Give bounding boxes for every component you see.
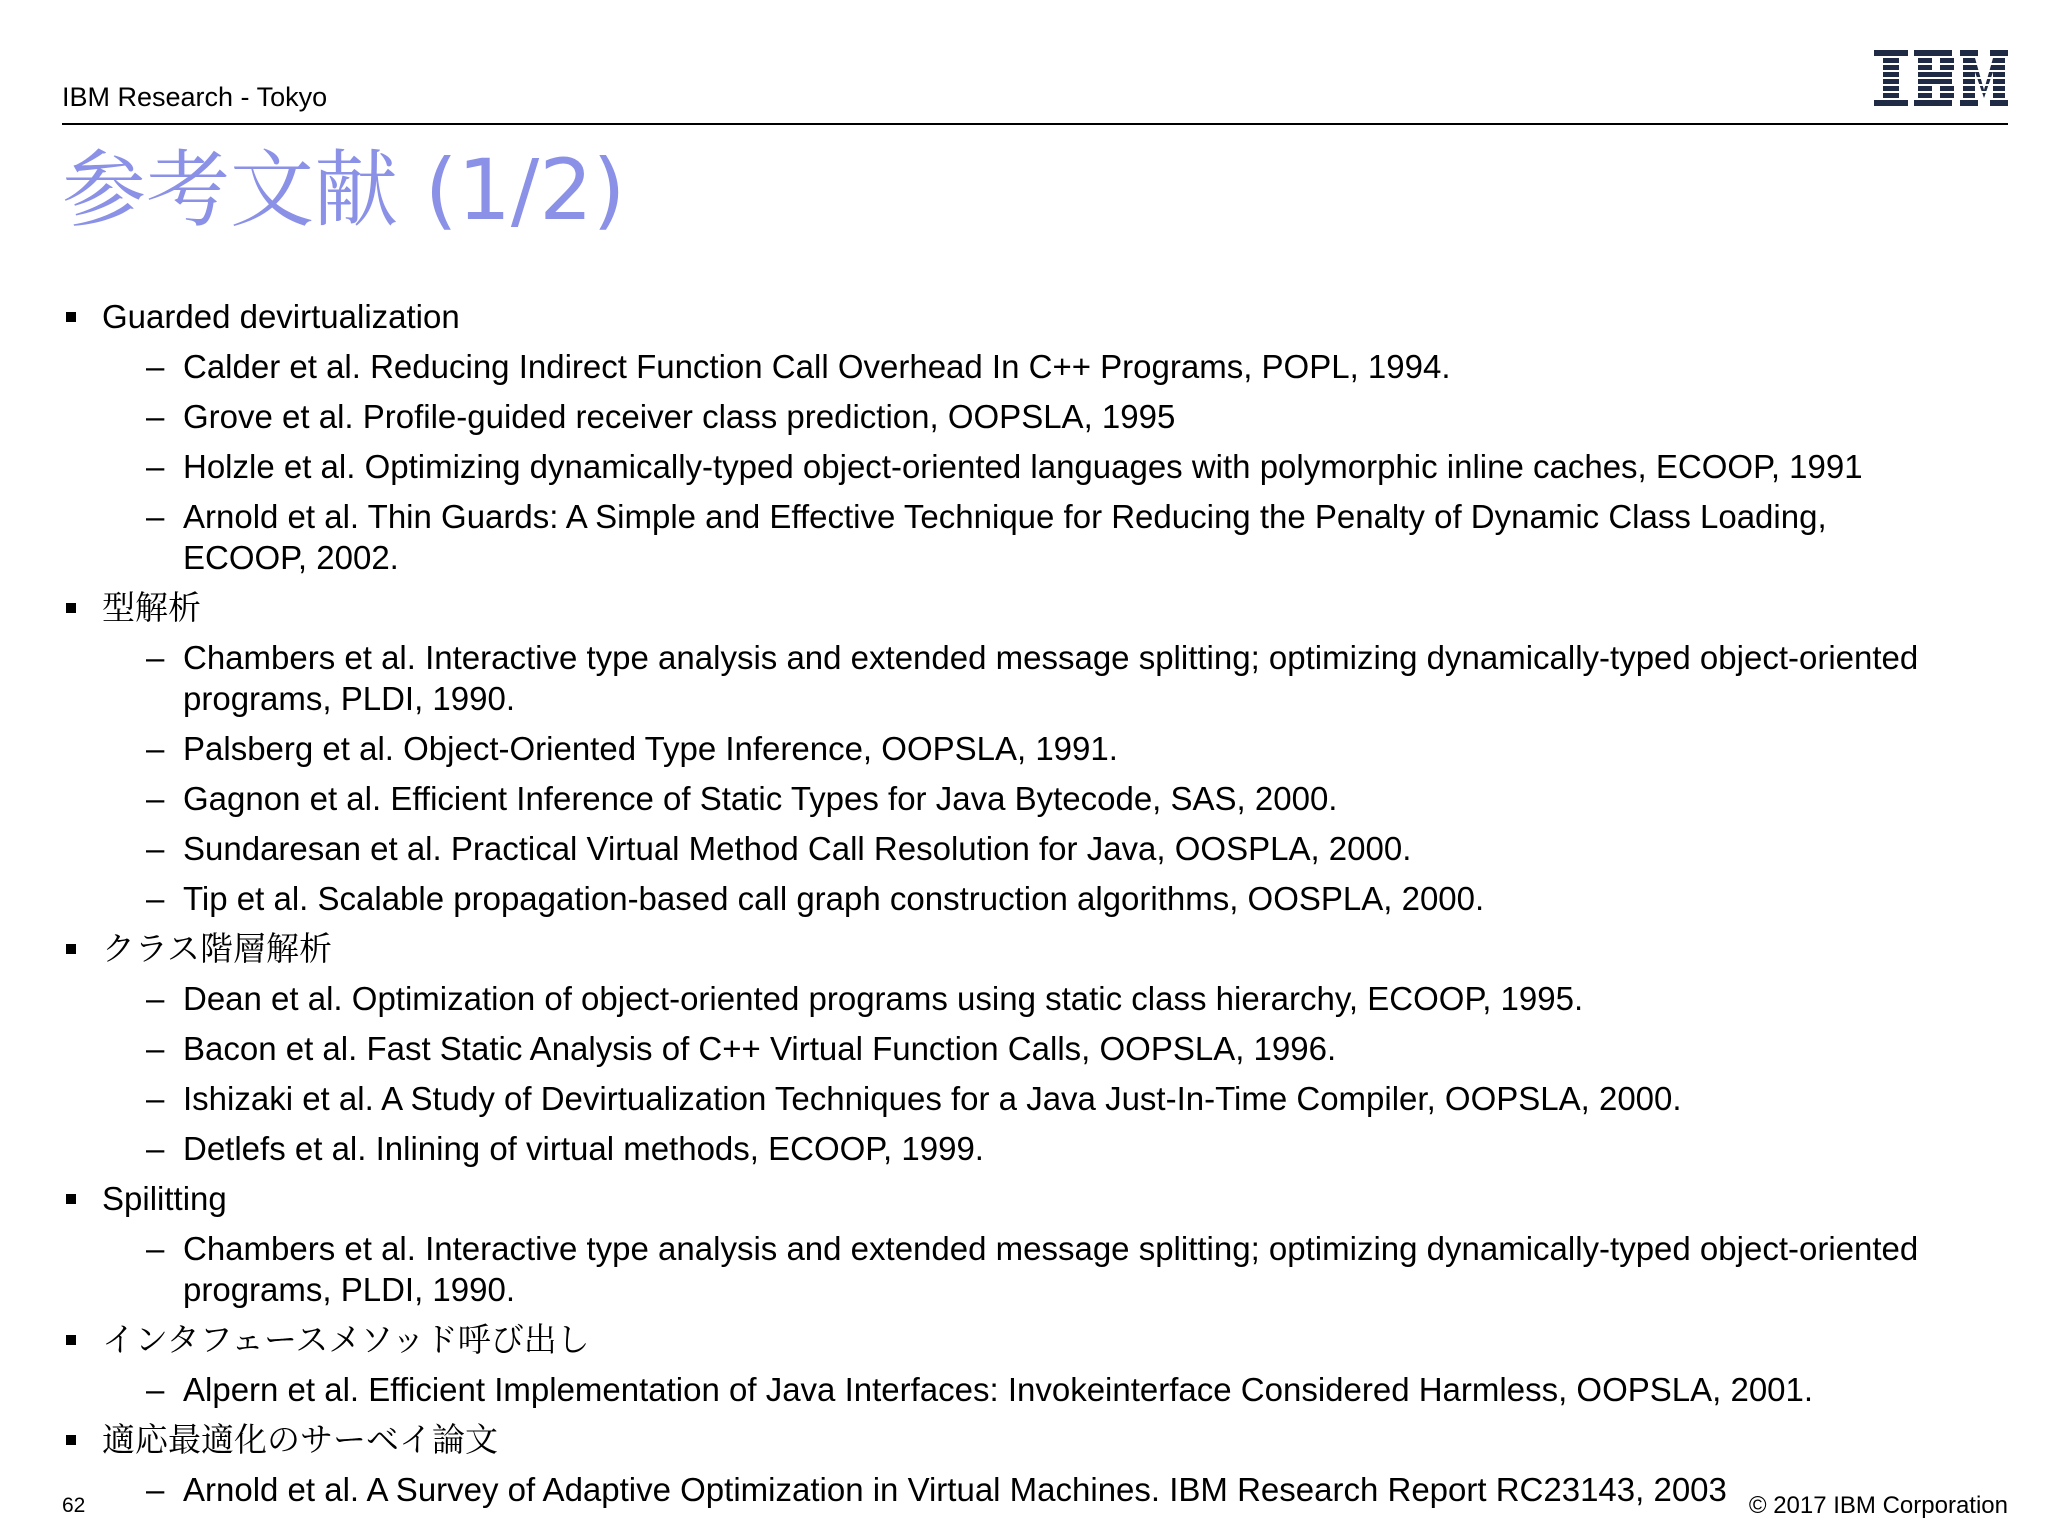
dash-bullet-icon: – <box>146 348 165 385</box>
section-guarded-devirtualization <box>62 292 1962 583</box>
section-heading-text: インタフェースメソッド呼び出し <box>102 1321 590 1358</box>
reference-item <box>62 1365 1951 1415</box>
reference-item <box>62 633 1951 724</box>
reference-content <box>62 292 1962 1515</box>
reference-item <box>62 724 1951 774</box>
reference-text: Gagnon et al. Efficient Inference of Static Types for Java Bytecode, SAS, 2000. <box>183 780 1338 817</box>
dash-bullet-icon: – <box>146 1230 165 1267</box>
dash-bullet-icon: – <box>146 830 165 867</box>
reference-text: Chambers et al. Interactive type analysis and extended message splitting; optimizing dynamically-typed object-oriented programs, PLDI, 1990. <box>183 1230 1919 1308</box>
dash-bullet-icon: – <box>146 1371 165 1408</box>
reference-list <box>62 1465 1962 1515</box>
section-heading-text: クラス階層解析 <box>102 930 333 967</box>
dash-bullet-icon: – <box>146 639 165 676</box>
header-org: IBM Research - Tokyo <box>62 82 328 112</box>
reference-text: Arnold et al. Thin Guards: A Simple and Effective Technique for Reducing the Penalty of Dynamic Class Loading, ECOOP, 2002. <box>183 498 1827 576</box>
reference-text: Dean et al. Optimization of object-oriented programs using static class hierarchy, ECOOP, 1995. <box>183 980 1584 1017</box>
reference-item <box>62 1465 1951 1515</box>
section-heading <box>62 1315 1962 1365</box>
section-heading-text: 型解析 <box>102 589 201 626</box>
ibm-logo-icon <box>1874 50 2008 106</box>
reference-item <box>62 824 1951 874</box>
square-bullet-icon <box>66 1194 76 1204</box>
square-bullet-icon <box>66 1335 76 1345</box>
reference-text: Sundaresan et al. Practical Virtual Method Call Resolution for Java, OOSPLA, 2000. <box>183 830 1412 867</box>
reference-item <box>62 1024 1951 1074</box>
section-class-hierarchy-analysis <box>62 924 1962 1174</box>
dash-bullet-icon: – <box>146 448 165 485</box>
dash-bullet-icon: – <box>146 730 165 767</box>
reference-text: Calder et al. Reducing Indirect Function Call Overhead In C++ Programs, POPL, 1994. <box>183 348 1451 385</box>
dash-bullet-icon: – <box>146 980 165 1017</box>
reference-text: Detlefs et al. Inlining of virtual methods, ECOOP, 1999. <box>183 1130 984 1167</box>
dash-bullet-icon: – <box>146 1030 165 1067</box>
dash-bullet-icon: – <box>146 398 165 435</box>
section-type-analysis <box>62 583 1962 924</box>
section-interface-method-call <box>62 1315 1962 1415</box>
reference-item <box>62 392 1951 442</box>
header-divider <box>62 123 2008 125</box>
reference-text: Grove et al. Profile-guided receiver class prediction, OOPSLA, 1995 <box>183 398 1176 435</box>
reference-list <box>62 974 1962 1174</box>
reference-item <box>62 492 1951 583</box>
dash-bullet-icon: – <box>146 1080 165 1117</box>
reference-item <box>62 1074 1951 1124</box>
square-bullet-icon <box>66 1435 76 1445</box>
reference-list <box>62 633 1962 924</box>
section-heading-text: Guarded devirtualization <box>102 298 460 335</box>
reference-text: Bacon et al. Fast Static Analysis of C++ Virtual Function Calls, OOPSLA, 1996. <box>183 1030 1337 1067</box>
reference-text: Arnold et al. A Survey of Adaptive Optimization in Virtual Machines. IBM Research Report RC23143, 2003 <box>183 1471 1727 1508</box>
section-heading-text: Spilitting <box>102 1180 227 1217</box>
reference-item <box>62 1124 1951 1174</box>
reference-text: Holzle et al. Optimizing dynamically-typed object-oriented languages with polymorphic inline caches, ECOOP, 1991 <box>183 448 1863 485</box>
section-adaptive-optimization-survey <box>62 1415 1962 1515</box>
page-number: 62 <box>62 1494 86 1517</box>
slide-title: 参考文献 (1/2) <box>62 141 626 239</box>
reference-text: Chambers et al. Interactive type analysis and extended message splitting; optimizing dynamically-typed object-oriented programs, PLDI, 1990. <box>183 639 1919 717</box>
reference-text: Palsberg et al. Object-Oriented Type Inference, OOPSLA, 1991. <box>183 730 1118 767</box>
section-heading <box>62 1174 1962 1224</box>
square-bullet-icon <box>66 312 76 322</box>
section-heading <box>62 292 1962 342</box>
reference-text: Alpern et al. Efficient Implementation of Java Interfaces: Invokeinterface Considered Harmless, OOPSLA, 2001. <box>183 1371 1814 1408</box>
square-bullet-icon <box>66 603 76 613</box>
copyright: © 2017 IBM Corporation <box>1748 1492 2008 1519</box>
dash-bullet-icon: – <box>146 1471 165 1508</box>
reference-list <box>62 1365 1962 1415</box>
section-heading <box>62 1415 1962 1465</box>
reference-item <box>62 774 1951 824</box>
section-splitting <box>62 1174 1962 1315</box>
dash-bullet-icon: – <box>146 1130 165 1167</box>
reference-item <box>62 974 1951 1024</box>
reference-item <box>62 442 1951 492</box>
dash-bullet-icon: – <box>146 780 165 817</box>
section-heading <box>62 583 1962 633</box>
square-bullet-icon <box>66 944 76 954</box>
dash-bullet-icon: – <box>146 880 165 917</box>
reference-text: Tip et al. Scalable propagation-based call graph construction algorithms, OOSPLA, 2000. <box>183 880 1485 917</box>
section-heading-text: 適応最適化のサーベイ論文 <box>102 1421 498 1458</box>
reference-text: Ishizaki et al. A Study of Devirtualization Techniques for a Java Just-In-Time Compiler, OOPSLA, 2000. <box>183 1080 1682 1117</box>
dash-bullet-icon: – <box>146 498 165 535</box>
reference-item <box>62 1224 1951 1315</box>
reference-item <box>62 874 1951 924</box>
reference-list <box>62 342 1962 583</box>
reference-item <box>62 342 1951 392</box>
reference-list <box>62 1224 1962 1315</box>
section-heading <box>62 924 1962 974</box>
